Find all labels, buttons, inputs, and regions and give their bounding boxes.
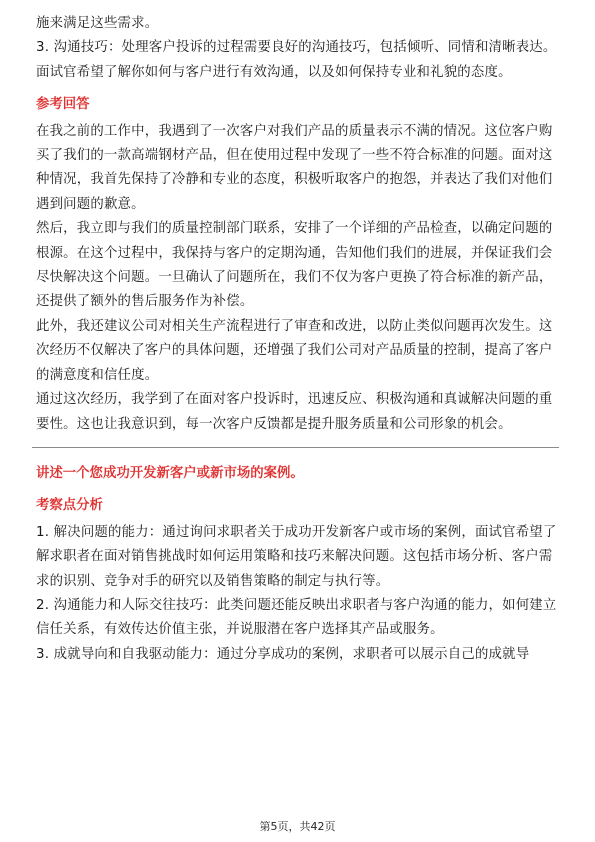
answer-heading: 参考回答 bbox=[36, 97, 90, 113]
continuation-line: 施来满足这些需求。 bbox=[36, 16, 159, 31]
analysis-heading: 考察点分析 bbox=[36, 498, 103, 514]
section-divider bbox=[32, 447, 559, 448]
answer-paragraph-3: 此外，我还建议公司对相关生产流程进行了审查和改进，以防止类似问题再次发生。这次经历不仅解决了客户的具体问题，还增强了我们公司对产品质量的控制，提高了客户的满意度和信任度。 bbox=[36, 318, 553, 383]
answer-paragraph-2: 然后，我立即与我们的质量控制部门联系，安排了一个详细的产品检查，以确定问题的根源。在这个过程中，我保持与客户的定期沟通，告知他们我们的进展，并保证我们会尽快解决这个问题。一旦确认了问题所在，我们不仅为客户更换了符合标准的新产品，还提供了额外的售后服务作为补偿。 bbox=[36, 221, 553, 310]
question-title: 讲述一个您成功开发新客户或新市场的案例。 bbox=[36, 465, 304, 481]
analysis-point-3: 3. 沟通技巧：处理客户投诉的过程需要良好的沟通技巧，包括倾听、同情和清晰表达。面试官希望了解你如何与客户进行有效沟通，以及如何保持专业和礼貌的态度。 bbox=[36, 40, 557, 80]
document-page bbox=[36, 12, 559, 667]
answer-paragraph-1: 在我之前的工作中，我遇到了一次客户对我们产品的质量表示不满的情况。这位客户购买了我们的一款高端钢材产品，但在使用过程中发现了一些不符合标准的问题。面对这种情况，我首先保持了冷静和专业的态度，积极听取客户的抱怨，并表达了我们对他们遇到问题的歉意。 bbox=[36, 123, 553, 212]
q2-point-2: 2. 沟通能力和人际交往技巧：此类问题还能反映出求职者与客户沟通的能力，如何建立信任关系，有效传达价值主张，并说服潜在客户选择其产品或服务。 bbox=[36, 597, 557, 638]
q2-point-3: 3. 成就导向和自我驱动能力：通过分享成功的案例，求职者可以展示自己的成就导 bbox=[36, 646, 530, 662]
answer-paragraph-4: 通过这次经历，我学到了在面对客户投诉时，迅速反应、积极沟通和真诚解决问题的重要性。这也让我意识到，每一次客户反馈都是提升服务质量和公司形象的机会。 bbox=[36, 392, 553, 432]
page-number-footer: 第5页，共42页 bbox=[259, 820, 336, 833]
q2-point-1: 1. 解决问题的能力：通过询问求职者关于成功开发新客户或市场的案例，面试官希望了解求职者在面对销售挑战时如何运用策略和技巧来解决问题。这包括市场分析、客户需求的识别、竞争对手的研究以及销售策略的制定与执行等。 bbox=[36, 524, 557, 589]
